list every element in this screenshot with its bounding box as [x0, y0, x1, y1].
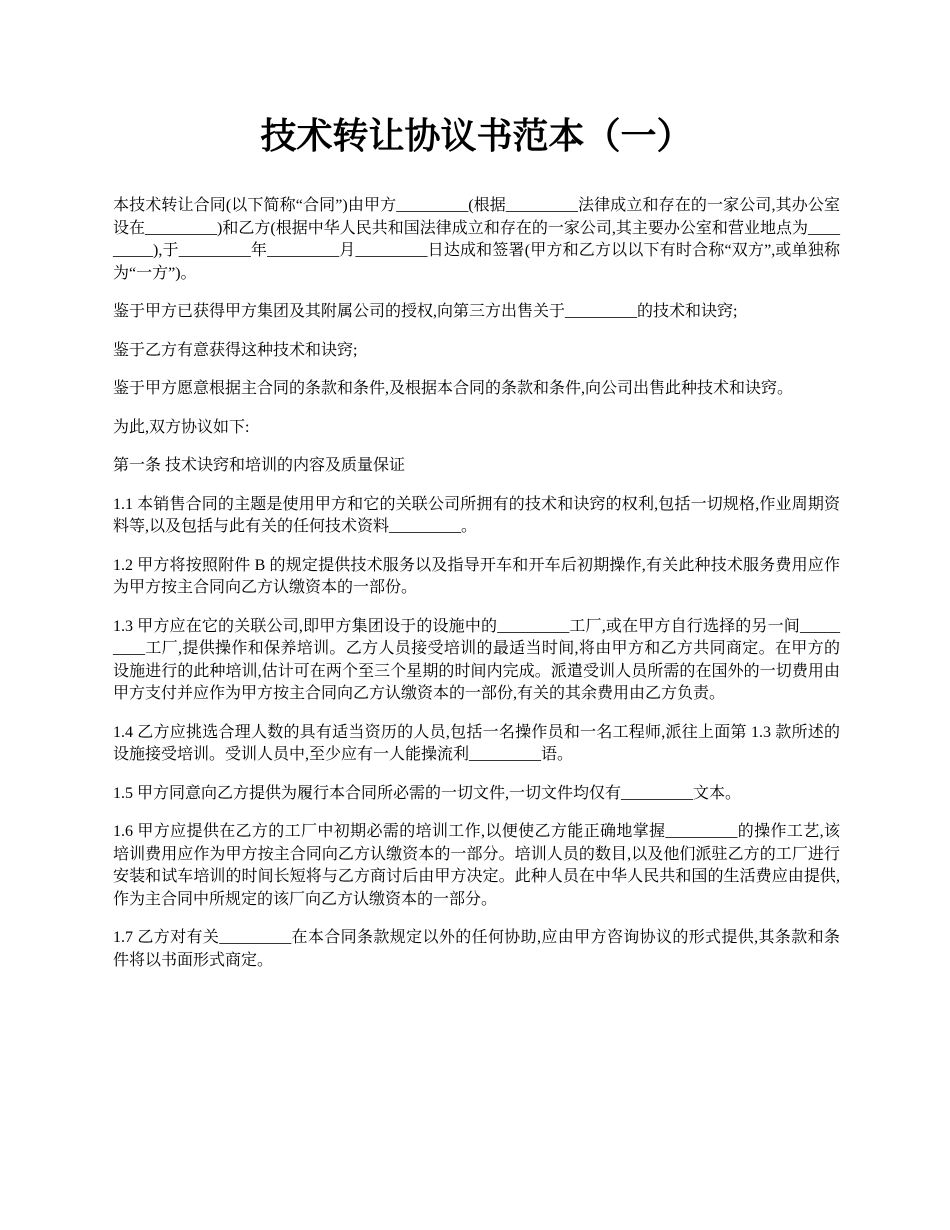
clause-1-5-paragraph: 1.5 甲方同意向乙方提供为履行本合同所必需的一切文件,一切文件均仅有_________文本。 — [113, 784, 742, 802]
clause-1-3-paragraph: 1.3 甲方应在它的关联公司,即甲方集团设于的设施中的_________工厂,或在甲方自行选择的另一间_________工厂,提供操作和保养培训。乙方人员接受培训的最适当时间,将由甲方和乙方共同商定。在甲方的设施进行的此种培训,估计可在两个至三个星期的时间内完成。派遣受训人员所需的在国外的一切费用由甲方支付并应作为甲方按主合同向乙方认缴资本的一部份,有关的其余费用由乙方负责。 — [113, 617, 840, 702]
recital-authorization-paragraph: 鉴于甲方已获得甲方集团及其附属公司的授权,向第三方出售关于_________的技术和诀窍; — [113, 303, 738, 320]
document-title: 技术转让协议书范本（一） — [260, 115, 693, 157]
recital-intent-paragraph: 鉴于乙方有意获得这种技术和诀窍; — [113, 341, 358, 359]
clause-1-4-paragraph: 1.4 乙方应挑选合理人数的具有适当资历的人员,包括一名操作员和一名工程师,派往上面第 1.3 款所述的设施接受培训。受训人员中,至少应有一人能操流利_________语。 — [113, 723, 840, 763]
clause-1-7-paragraph: 1.7 乙方对有关_________在本合同条款规定以外的任何协助,应由甲方咨询协议的形式提供,其条款和条件将以书面形式商定。 — [113, 929, 840, 969]
clause-1-1-paragraph: 1.1 本销售合同的主题是使用甲方和它的关联公司所拥有的技术和诀窍的权利,包括一切规格,作业周期资料等,以及包括与此有关的任何技术资料_________。 — [113, 495, 840, 535]
clause-1-2-paragraph: 1.2 甲方将按照附件 B 的规定提供技术服务以及指导开车和开车后初期操作,有关此种技术服务费用应作为甲方按主合同向乙方认缴资本的一部份。 — [113, 556, 840, 596]
article-one-heading: 第一条 技术诀窍和培训的内容及质量保证 — [113, 457, 406, 474]
document-page — [113, 112, 840, 988]
recital-sale-paragraph: 鉴于甲方愿意根据主合同的条款和条件,及根据本合同的条款和条件,向公司出售此种技术和诀窍。 — [113, 380, 794, 397]
preamble-paragraph: 本技术转让合同(以下简称“合同”)由甲方_________(根据_________法律成立和存在的一家公司,其办公室设在_________)和乙方(根据中华人民共和国法律成立和存在的一家公司,其主要办公室和营业地点为_________),于_________年_________月_________日达成和签署(甲方和乙方以以下有时合称“双方”,或单独称为“一方”)。 — [113, 197, 840, 282]
clause-1-6-paragraph: 1.6 甲方应提供在乙方的工厂中初期必需的培训工作,以便使乙方能正确地掌握_________的操作工艺,该培训费用应作为甲方按主合同向乙方认缴资本的一部分。培训人员的数目,以及他们派驻乙方的工厂进行安装和试车培训的时间长短将与乙方商讨后由甲方决定。此种人员在中华人民共和国的生活费应由提供,作为主合同中所规定的该厂向乙方认缴资本的一部分。 — [113, 823, 840, 908]
agreement-intro-paragraph: 为此,双方协议如下: — [113, 418, 250, 436]
